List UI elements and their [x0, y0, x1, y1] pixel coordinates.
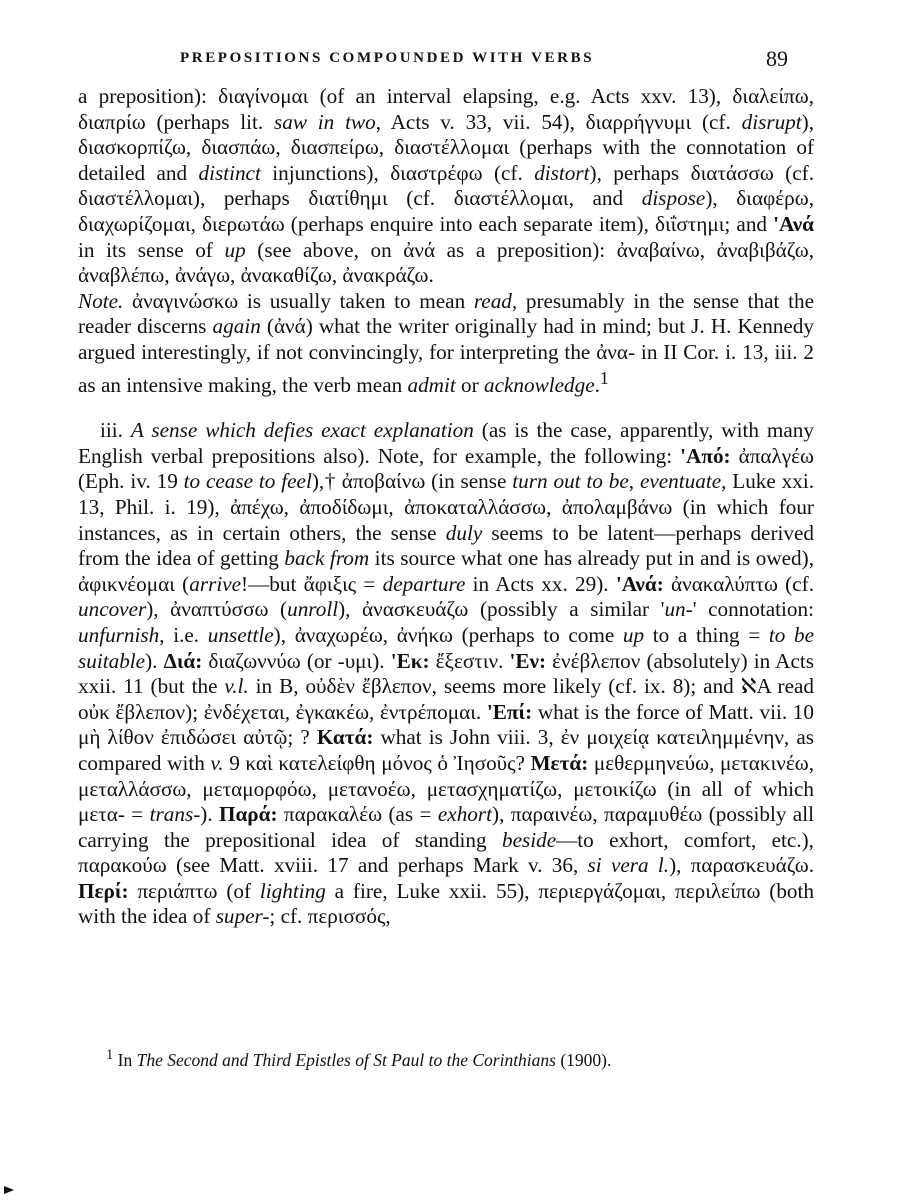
note-paragraph: Note. ἀναγινώσκω is usually taken to mean read, presumably in the sense that the reader discerns again (ἀνά) what the writer originally had in mind; but J. H. Kennedy argued interestingly, if not convincingly, for interpreting the ἀνα- in II Cor. i. 13, iii. 2 as an intensive making, the verb mean admit or acknowledge.$^1$ [78, 288, 814, 397]
paragraph-continuation: a preposition): διαγίνομαι (of an interval elapsing, e.g. Acts xxv. 13), διαλείπω, διαπρίω (perhaps lit. saw in two, Acts v. 33, vii. 54), διαρρήγνυμι (cf. disrupt), διασκορπίζω, διασπάω, διασπείρω, διαστέλλομαι (perhaps with the connotation of detailed and distinct injunctions), διαστρέφω (cf. distort), perhaps διατάσσω (cf. διαστέλλομαι), perhaps διατίθημι (cf. διαστέλλομαι, and dispose), διαφέρω, διαχωρίζομαι, διερωτάω (perhaps enquire into each separate item), διΐστημι; and 'Ανά in its sense of up (see above, on ἀνά as a preposition): ἀναβαίνω, ἀναβιβάζω, ἀναβλέπω, ἀνάγω, ἀνακαθίζω, ἀνακράζω. [78, 84, 815, 288]
running-head [0, 46, 912, 76]
section-iii-paragraph: iii. A sense which defies exact explanation (as is the case, apparently, with many English verbal prepositions also). Note, for example, the following: 'Από: ἀπαλγέω (Eph. iv. 19 to cease to feel),† ἀποβαίνω (in sense turn out to be, eventuate, Luke xxi. 13, Phil. i. 19), ἀπέχω, ἀποδίδωμι, ἀποκαταλλάσσω, ἀπολαμβάνω (in which four instances, as in certain others, the sense duly seems to be latent—perhaps derived from the idea of getting back from its source what one has already put in and is owed), ἀφικνέομαι (arrive!—but ἄφιξις = departure in Acts xx. 29). 'Ανά: ἀνακαλύπτω (cf. uncover), ἀναπτύσσω (unroll), ἀνασκευάζω (possibly a similar 'un-' connotation: unfurnish, i.e. unsettle), ἀναχωρέω, ἀνήκω (perhaps to come up to a thing = to be suitable). Διά: διαζωννύω (or -υμι). 'Εκ: ἔξεστιν. 'Εν: ἐνέβλεπον (absolutely) in Acts xxii. 11 (but the v.l. in B, οὐδὲν ἔβλεπον, seems more likely (cf. ix. 8); and ℵA read οὐκ ἔβλεπον); ἐνδέχεται, ἐγκακέω, ἐντρέπομαι. 'Επί: what is the force of Matt. vii. 10 μὴ λίθον ἐπιδώσει αὐτῷ; ? Κατά: what is John viii. 3, ἐν μοιχείᾳ κατειλημμένην, as compared with v. 9 καὶ κατελείφθη μόνος ὁ Ἰησοῦς? Μετά: μεθερμηνεύω, μετακινέω, μεταλλάσσω, μεταμορφόω, μετανοέω, μετασχηματίζω, μετοικίζω (in all of which μετα- = trans-). Παρά: παρακαλέω (as = exhort), παραινέω, παραμυθέω (possibly all carrying the prepositional idea of standing beside—to exhort, comfort, etc.), παρακούω (see Matt. xviii. 17 and perhaps Mark v. 36, si vera l.), παρασκευάζω. Περί: περιάπτω (of lighting a fire, Luke xxii. 55), περιεργάζομαι, περιλείπω (both with the idea of super-; cf. περισσός, [78, 418, 815, 929]
paragraph-gap [78, 398, 814, 418]
running-title: PREPOSITIONS COMPOUNDED WITH VERBS [180, 50, 595, 66]
body-text [78, 84, 814, 930]
footnote-marker: 1 [106, 1047, 114, 1063]
page-number: 89 [766, 46, 788, 71]
footnote-text: In The Second and Third Epistles of St Paul to the Corinthians (1900). [117, 1049, 612, 1070]
footnote [106, 1044, 806, 1071]
scan-corner-mark [4, 1186, 14, 1194]
